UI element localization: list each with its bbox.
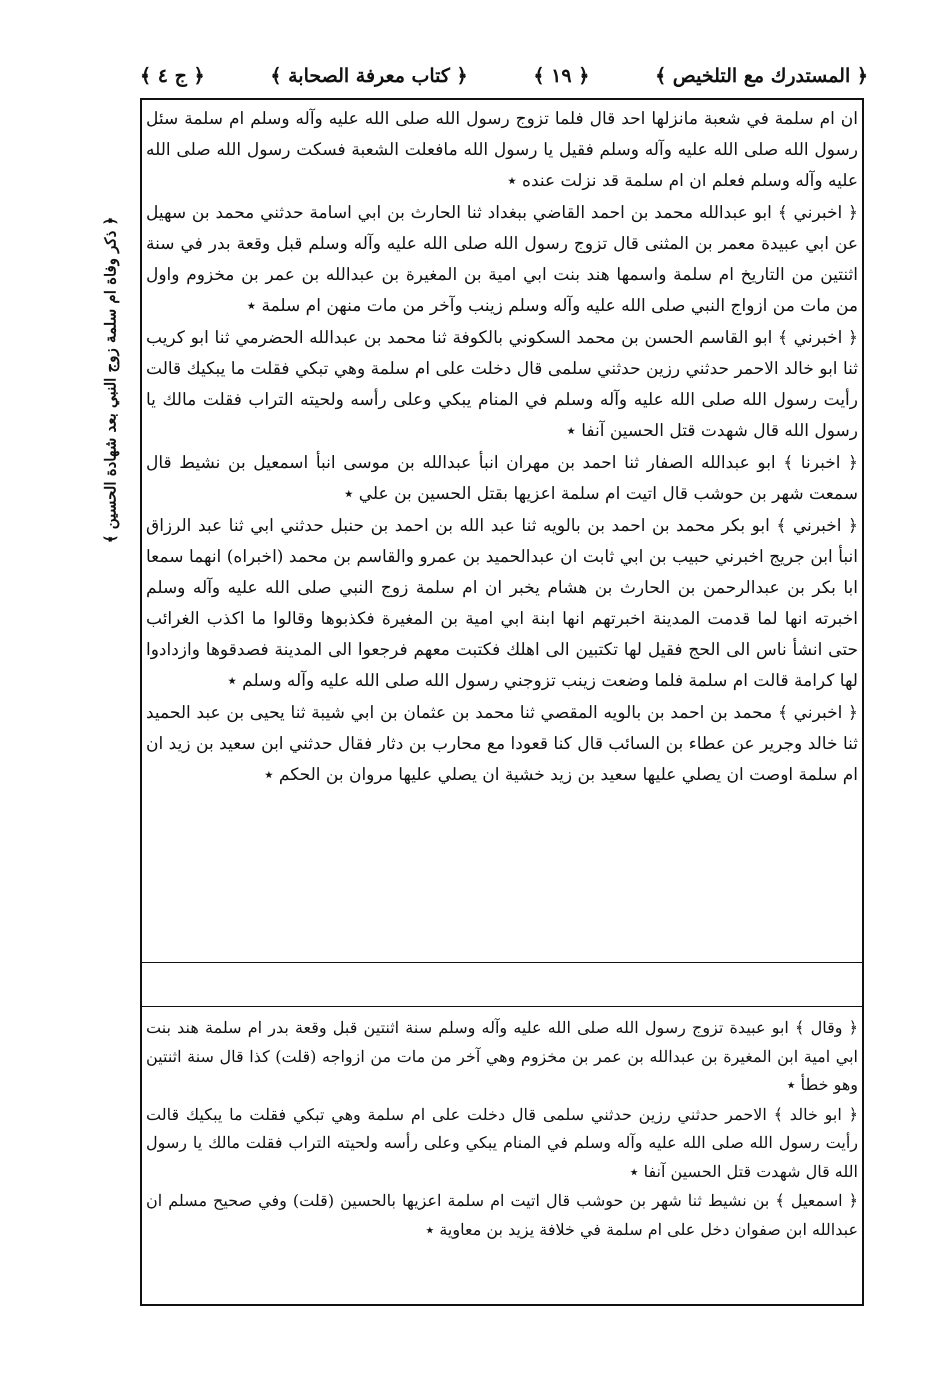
book-title: ﴿ المستدرك مع التلخيص ﴾ bbox=[655, 65, 868, 87]
paragraph: ان ام سلمة في شعبة مانزلها احد قال فلما تزوج رسول الله صلى الله عليه وآله وسلم ام سلمة سئل رسول الله صلى الله عليه وآله وسلم فقيل يا رسول الله مافعلت الشعبة فسكت رسول الله صلى الله عليه وآله وسلم فعلم ان ام سلمة قد نزلت عنده ٭ bbox=[146, 109, 858, 191]
paragraph: ﴿ اخبرني ﴾ محمد بن احمد بن بالويه المقصي ثنا محمد بن عثمان بن ابي شيبة ثنا يحيى بن عبد الحميد ثنا خالد وجرير عن عطاء بن السائب قال كنا قعودا مع محارب بن دثار فقال حدثني ابن سعيد بن زيد ان ام سلمة اوصت ان يصلي عليها سعيد بن زيد خشية ان يصلي عليها مروان بن الحكم ٭ bbox=[146, 703, 858, 785]
note-paragraph: ﴿ اسمعيل ﴾ بن نشيط ثنا شهر بن حوشب قال اتيت ام سلمة اعزيها بالحسين (قلت) وفي صحيح مسلم ان عبدالله ابن صفوان دخل على ام سلمة في خلافة يزيد بن معاوية ٭ bbox=[146, 1191, 858, 1239]
page-number: ﴿ ١٩ ﴾ bbox=[533, 65, 590, 87]
main-text-block bbox=[146, 104, 858, 956]
paragraph: ﴿ اخبرني ﴾ ابو عبدالله محمد بن احمد القاضي ببغداد ثنا الحارث بن ابي اسامة حدثني محمد بن سهيل عن ابي عبيدة معمر بن المثنى قال تزوج رسول الله صلى الله عليه وآله وسلم قبل وقعة بدر في سنة اثنتين من التاريخ ام سلمة واسمها هند بنت ابي امية بن المغيرة بن عبدالله بن عمر بن مخزوم واول من مات من ازواج النبي صلى الله عليه وآله وسلم زينب وآخر من مات منهن ام سلمة ٭ bbox=[146, 203, 858, 316]
margin-note bbox=[88, 70, 132, 690]
divider-rule bbox=[142, 962, 862, 963]
paragraph: ﴿ اخبرني ﴾ ابو بكر محمد بن احمد بن بالويه ثنا عبد الله بن احمد بن حنبل حدثني ابي ثنا عبد الرزاق انبأ ابن جريج اخبرني حبيب بن ابي ثابت ان عبدالحميد بن عمرو والقاسم بن محمد (اخبراه) انهما سمعا ابا بكر بن عبدالرحمن بن الحارث بن هشام يخبر ان ام سلمة زوج النبي صلى الله عليه وآله وسلم اخبرته انها لما قدمت المدينة اخبرتهم انها ابنة ابي امية بن المغيرة فكذبوها وقالوا ما اكذب الغرائب حتى انشأ ناس الى الحج فقيل لها تكتبين الى اهلك فكتبت معهم فرجعوا الى المدينة فصدقوها وازدادوا لها كرامة قالت ام سلمة فلما وضعت زينب تزوجني رسول الله صلى الله عليه وآله وسلم ٭ bbox=[146, 516, 858, 691]
divider-rule bbox=[142, 1006, 862, 1007]
note-paragraph: ﴿ وقال ﴾ ابو عبيدة تزوج رسول الله صلى الله عليه وآله وسلم سنة اثنتين قبل وقعة بدر ام سلمة هند بنت ابي امية ابن المغيرة بن عبدالله بن عمر بن مخزوم وهي آخر من مات من ازواجه (قلت) كذا قال سنة اثنتين وهو خطأ ٭ bbox=[146, 1018, 858, 1094]
notes-text-block bbox=[146, 1014, 858, 1300]
margin-note-text: ﴿ ذكر وفاة ام سلمة زوج النبي بعد شهادة الحسين ﴾ bbox=[101, 216, 119, 544]
paragraph: ﴿ اخبرني ﴾ ابو القاسم الحسن بن محمد السكوني بالكوفة ثنا محمد بن عبدالله الحضرمي ثنا ابو كريب ثنا ابو خالد الاحمر حدثني رزين حدثني سلمى قال دخلت على ام سلمة وهي تبكي فقلت ما يبكيك قالت رأيت رسول الله صلى الله عليه وآله وسلم في المنام يبكي وعلى رأسه ولحيته التراب فقلت مالك يا رسول الله قال شهدت قتل الحسين آنفا ٭ bbox=[146, 328, 858, 441]
note-paragraph: ﴿ ابو خالد ﴾ الاحمر حدثني رزين حدثني سلمى قال دخلت على ام سلمة وهي تبكي فقلت ما يبكيك قالت رأيت رسول الله صلى الله عليه وآله وسلم في المنام يبكي وعلى رأسه ولحيته التراب فقلت مالك يا رسول الله قال شهدت قتل الحسين آنفا ٭ bbox=[146, 1104, 858, 1181]
volume-label: ﴿ ج ٤ ﴾ bbox=[140, 65, 205, 87]
paragraph: ﴿ اخبرنا ﴾ ابو عبدالله الصفار ثنا احمد بن مهران انبأ عبدالله بن موسى انبأ اسمعيل بن نشيط قال سمعت شهر بن حوشب قال اتيت ام سلمة اعزيها بقتل الحسين بن علي ٭ bbox=[146, 453, 858, 504]
section-title: ﴿ كتاب معرفة الصحابة ﴾ bbox=[270, 65, 468, 87]
running-header bbox=[140, 58, 868, 94]
